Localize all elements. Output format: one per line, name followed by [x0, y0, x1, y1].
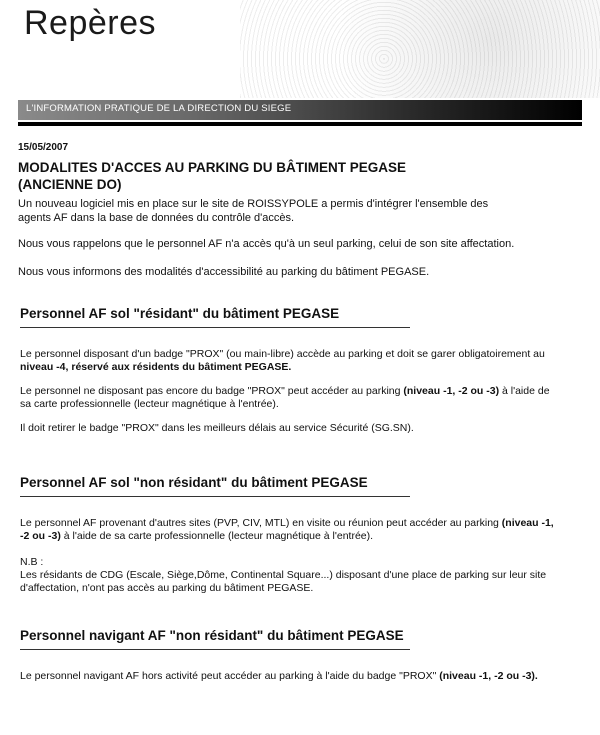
- intro-paragraph-3: Nous vous informons des modalités d'accessibilité au parking du bâtiment PEGASE.: [18, 265, 430, 278]
- section-heading: Personnel AF sol "non résidant" du bâtiment PEGASE: [20, 475, 368, 490]
- section-paragraph: Le personnel disposant d'un badge "PROX" (ou main-libre) accède au parking et doit se garer obligatoirement au niveau -4, réservé aux résidents du bâtiment PEGASE.: [20, 348, 545, 373]
- intro-paragraph-2: Nous vous rappelons que le personnel AF n'a accès qu'à un seul parking, celui de son site affectation.: [18, 238, 515, 250]
- section-paragraph: Le personnel navigant AF hors activité peut accéder au parking à l'aide du badge "PROX" (niveau -1, -2 ou -3).: [20, 670, 538, 682]
- section-rule: [20, 496, 410, 497]
- section-rule: [20, 327, 410, 328]
- masthead-banner: [18, 100, 582, 120]
- section-heading: Personnel navigant AF "non résidant" du bâtiment PEGASE: [20, 628, 404, 643]
- section-crew: [18, 628, 582, 683]
- section-paragraph: Il doit retirer le badge "PROX" dans les meilleurs délais au service Sécurité (SG.SN).: [20, 422, 414, 434]
- article-date: 15/05/2007: [18, 142, 69, 153]
- article-title: MODALITES D'ACCES AU PARKING DU BÂTIMENT PEGASE (ANCIENNE DO): [18, 160, 406, 192]
- banner-text: L'INFORMATION PRATIQUE DE LA DIRECTION DU SIEGE: [26, 103, 292, 114]
- section-heading: Personnel AF sol "résidant" du bâtiment PEGASE: [20, 306, 340, 321]
- nb-text: Les résidants de CDG (Escale, Siège,Dôme, Continental Square...) disposant d'une place de parking sur leur site d'affectation, n'ont pas accès au parking du bâtiment PEGASE.: [20, 569, 547, 594]
- section-paragraph: Le personnel ne disposant pas encore du badge "PROX" peut accéder au parking (niveau -1, -2 ou -3) à l'aide de sa carte professionnelle (lecteur magnétique à l'entrée).: [20, 385, 550, 410]
- section-paragraph: Le personnel AF provenant d'autres sites (PVP, CIV, MTL) en visite ou réunion peut accéder au parking (niveau -1, -2 ou -3) à l'aide de sa carte professionnelle (lecteur magnétique à l'entrée).: [20, 517, 554, 542]
- intro-paragraph-1: Un nouveau logiciel mis en place sur le site de ROISSYPOLE a permis d'intégrer l'ensemble des agents AF dans la base de données du contrôle d'accès.: [18, 198, 489, 224]
- masthead: [0, 0, 600, 100]
- section-resident: [18, 306, 582, 435]
- banner-divider: [18, 122, 582, 126]
- section-rule: [20, 649, 410, 650]
- masthead-texture: [240, 0, 600, 98]
- brand-title: Repères: [24, 4, 157, 42]
- article: [18, 128, 582, 683]
- nb-label: N.B :: [20, 556, 44, 568]
- section-non-resident: [18, 475, 582, 595]
